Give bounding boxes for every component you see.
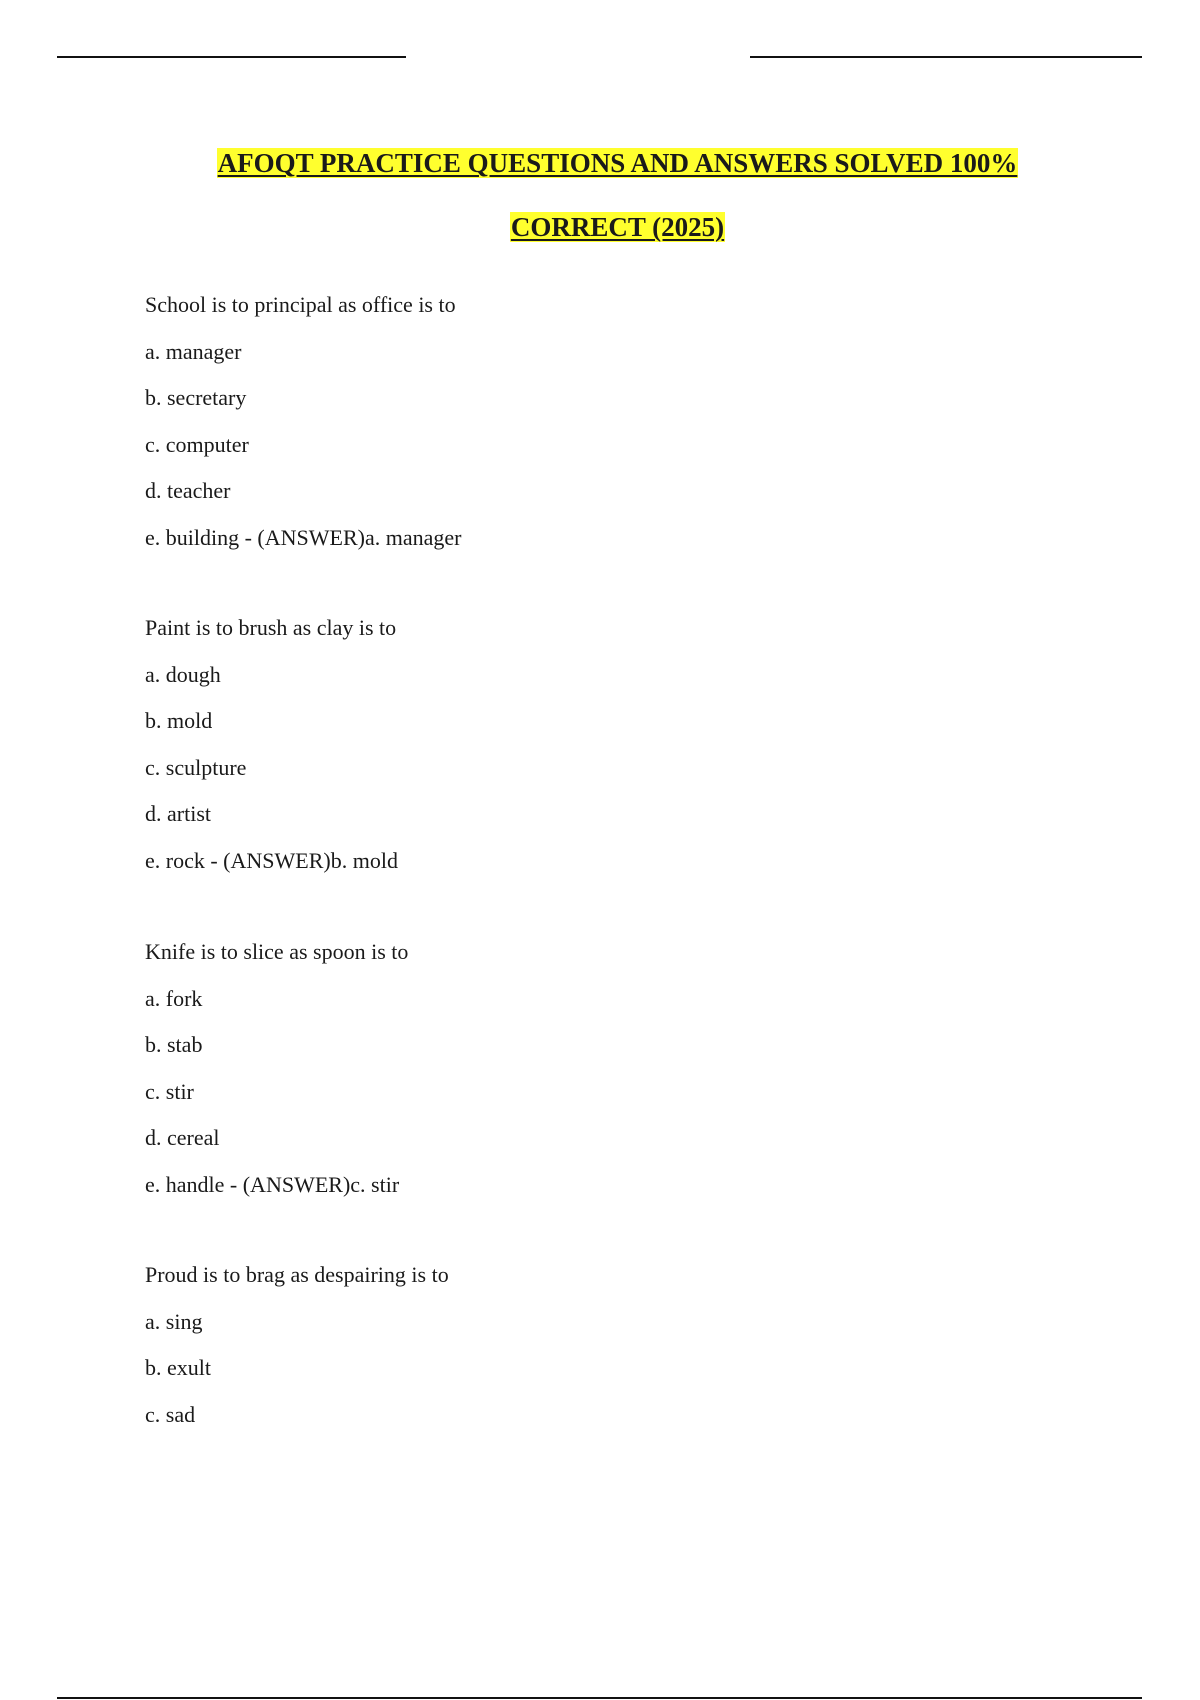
option-a: a. fork	[145, 985, 203, 1011]
option-c: c. stir	[145, 1078, 194, 1104]
option-c: c. computer	[145, 431, 249, 457]
option-b: b. secretary	[145, 385, 247, 410]
option-b: b. exult	[145, 1355, 211, 1380]
question-2	[145, 615, 398, 894]
question-3	[145, 939, 408, 1218]
option-e-answer: e. handle - (ANSWER)c. stir	[145, 1171, 400, 1197]
question-prompt: Knife is to slice as spoon is to	[145, 939, 409, 964]
question-prompt: Paint is to brush as clay is to	[145, 615, 397, 640]
option-a: a. sing	[145, 1308, 203, 1334]
option-a: a. manager	[145, 338, 242, 364]
option-a: a. dough	[145, 661, 221, 687]
option-b: b. stab	[145, 1032, 203, 1057]
option-e-answer: e. building - (ANSWER)a. manager	[145, 524, 462, 550]
header-rule-left	[57, 56, 406, 58]
option-e-answer: e. rock - (ANSWER)b. mold	[145, 847, 398, 873]
option-d: d. cereal	[145, 1125, 220, 1150]
option-b: b. mold	[145, 708, 213, 733]
title-highlight-1: AFOQT PRACTICE QUESTIONS AND ANSWERS SOLVED 100%	[217, 148, 1018, 178]
question-prompt: School is to principal as office is to	[145, 292, 456, 317]
question-4	[145, 1262, 449, 1448]
option-d: d. teacher	[145, 478, 231, 503]
option-d: d. artist	[145, 801, 211, 826]
footer-rule	[57, 1697, 1142, 1699]
question-prompt: Proud is to brag as despairing is to	[145, 1262, 449, 1287]
option-c: c. sad	[145, 1401, 196, 1427]
question-1	[145, 292, 461, 571]
document-title-line-2	[0, 211, 1200, 243]
document-title-line-1	[0, 147, 1200, 179]
header-rule-right	[750, 56, 1142, 58]
title-highlight-2: CORRECT (2025)	[510, 212, 725, 242]
option-c: c. sculpture	[145, 754, 247, 780]
